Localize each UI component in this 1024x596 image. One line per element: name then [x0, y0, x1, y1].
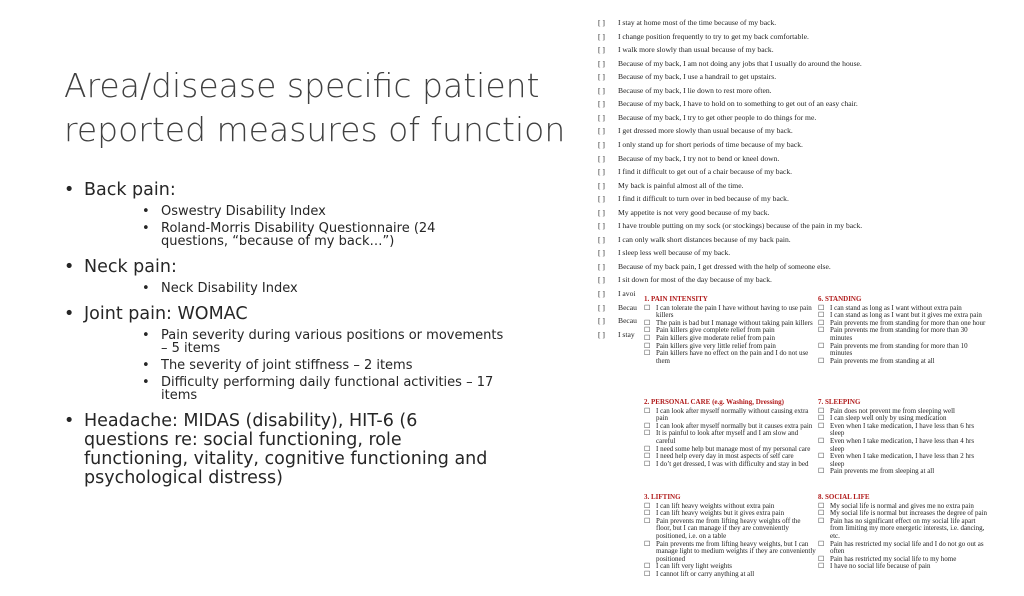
ndi-option: ☐ I can sleep well only by using medication	[818, 415, 990, 423]
roland-morris-item	[598, 59, 862, 68]
ndi-option: ☐ Pain killers give complete relief from pain	[644, 327, 816, 335]
checkbox-icon: [ ]	[598, 139, 605, 149]
ndi-option: ☐ Pain prevents me from standing at all	[818, 358, 990, 366]
roland-morris-item-text: I walk more slowly than usual because of my back.	[618, 45, 774, 55]
sub-bullets-neck-pain	[64, 282, 504, 295]
roland-morris-item	[598, 262, 831, 271]
ndi-option: ☐ Pain has restricted my social life and I do not go out as often	[818, 541, 990, 556]
roland-morris-item	[598, 289, 636, 298]
roland-morris-item	[598, 221, 862, 230]
checkbox-icon: [ ]	[598, 329, 605, 339]
ndi-option: ☐ Even when I take medication, I have less than 6 hrs sleep	[818, 423, 990, 438]
checkbox-icon: [ ]	[598, 180, 605, 190]
checkbox-icon: [ ]	[598, 275, 605, 285]
ndi-section-personal-care	[644, 399, 816, 468]
ndi-section-standing	[818, 296, 990, 365]
slide-title: Area/disease specific patient reported measures of function	[64, 66, 566, 149]
ndi-section-social-life	[818, 494, 990, 571]
roland-morris-item-text: I only stand up for short periods of time because of my back.	[618, 139, 803, 149]
ndi-option: ☐ Even when I take medication, I have less than 2 hrs sleep	[818, 453, 990, 468]
roland-morris-item-text: I find it difficult to turn over in bed because of my back.	[618, 194, 789, 204]
ndi-option: ☐ I can lift heavy weights without extra pain	[644, 503, 816, 511]
roland-morris-item-text: I change position frequently to try to get my back comfortable.	[618, 31, 809, 41]
ndi-section-title: 2. PERSONAL CARE (e.g. Washing, Dressing)	[644, 398, 784, 406]
roland-morris-item	[598, 99, 858, 108]
sub-bullet: • Oswestry Disability Index	[64, 205, 504, 218]
checkbox-icon: [ ]	[598, 302, 605, 312]
roland-morris-item-text: Because of my back, I have to hold on to something to get out of an easy chair.	[618, 99, 858, 109]
roland-morris-item-text: Because of my back, I try to get other people to do things for me.	[618, 112, 817, 122]
ndi-option: ☐ It is painful to look after myself and I am slow and careful	[644, 430, 816, 445]
neck-disability-index-form	[644, 296, 1014, 596]
bullet-back-pain: • Back pain:	[64, 181, 504, 200]
checkbox-icon: [ ]	[598, 31, 605, 41]
roland-morris-item-text: I stay	[618, 329, 635, 339]
checkbox-icon: [ ]	[598, 221, 605, 231]
ndi-section-title: 8. SOCIAL LIFE	[818, 493, 870, 501]
checkbox-icon: [ ]	[598, 289, 605, 298]
roland-morris-item-text: I stay at home most of the time because of my back.	[618, 18, 777, 27]
ndi-section-sleeping	[818, 399, 990, 476]
ndi-option: ☐ I can look after myself normally without causing extra pain	[644, 408, 816, 423]
ndi-option: ☐ Pain prevents me from standing for more than 30 minutes	[818, 327, 990, 342]
checkbox-icon: [ ]	[598, 72, 605, 82]
checkbox-icon: [ ]	[598, 194, 605, 204]
bullet-neck-pain: • Neck pain:	[64, 258, 504, 277]
questionnaire-scan	[598, 16, 1018, 576]
ndi-section-title: 3. LIFTING	[644, 493, 681, 501]
ndi-option: ☐ I can stand as long as I want without extra pain	[818, 305, 990, 313]
ndi-section-title: 6. STANDING	[818, 295, 862, 303]
ndi-section-pain-intensity	[644, 296, 816, 365]
ndi-option: ☐ My social life is normal and gives me no extra pain	[818, 503, 990, 511]
roland-morris-item	[598, 181, 743, 190]
checkbox-icon: [ ]	[598, 18, 605, 27]
roland-morris-item	[598, 72, 776, 81]
roland-morris-item-text: Because of my back pain, I get dressed with the help of someone else.	[618, 261, 831, 271]
bullet-headache: • Headache: MIDAS (disability), HIT-6 (6 questions re: social functioning, role functioning, vitality, cognitive functioning and psychological distress)	[64, 412, 504, 488]
roland-morris-item-text: I avoi	[618, 289, 636, 298]
sub-bullet: • Neck Disability Index	[64, 282, 504, 295]
roland-morris-item	[598, 167, 792, 176]
roland-morris-item	[598, 330, 635, 339]
ndi-option: ☐ Pain has restricted my social life to my home	[818, 556, 990, 564]
sub-bullet: • Roland-Morris Disability Questionnaire (24 questions, “because of my back…”)	[64, 222, 504, 248]
roland-morris-item	[598, 45, 774, 54]
roland-morris-item-text: Becau	[618, 316, 637, 326]
roland-morris-item	[598, 208, 769, 217]
ndi-option: ☐ Pain has no significant effect on my social life apart from limiting my more energetic interests, i.e. dancing, etc.	[818, 518, 990, 541]
checkbox-icon: [ ]	[598, 248, 605, 258]
roland-morris-item-text: I can only walk short distances because of my back pain.	[618, 234, 791, 244]
sub-bullets-back-pain	[64, 205, 504, 248]
roland-morris-item	[598, 86, 772, 95]
bullet-joint-pain: • Joint pain: WOMAC	[64, 305, 504, 324]
ndi-option: ☐ I cannot lift or carry anything at all	[644, 571, 816, 579]
roland-morris-item-text: Because of my back, I use a handrail to get upstairs.	[618, 72, 777, 82]
checkbox-icon: [ ]	[598, 58, 605, 68]
roland-morris-item-text: I have trouble putting on my sock (or stockings) because of the pain in my back.	[618, 221, 863, 231]
ndi-option: ☐ Pain does not prevent me from sleeping well	[818, 408, 990, 416]
roland-morris-item-text: My back is painful almost all of the time.	[618, 180, 744, 190]
roland-morris-item-text: I sit down for most of the day because of my back.	[618, 275, 772, 285]
ndi-section-title: 1. PAIN INTENSITY	[644, 295, 708, 303]
ndi-option: ☐ Pain prevents me from standing for more than 10 minutes	[818, 343, 990, 358]
roland-morris-item	[598, 140, 803, 149]
checkbox-icon: [ ]	[598, 167, 605, 177]
roland-morris-item-text: Becau	[618, 302, 637, 312]
checkbox-icon: [ ]	[598, 261, 605, 271]
ndi-option: ☐ I can stand as long as I want but it gives me extra pain	[818, 312, 990, 320]
checkbox-icon: [ ]	[598, 316, 605, 326]
checkbox-icon: [ ]	[598, 112, 605, 122]
ndi-option: ☐ Even when I take medication, I have less than 4 hrs sleep	[818, 438, 990, 453]
roland-morris-item-text: I get dressed more slowly than usual because of my back.	[618, 126, 793, 136]
ndi-option: ☐ I can tolerate the pain I have without having to use pain killers	[644, 305, 816, 320]
checkbox-icon: [ ]	[598, 207, 605, 217]
roland-morris-item	[598, 235, 791, 244]
roland-morris-item-text: Because of my back, I lie down to rest more often.	[618, 85, 772, 95]
ndi-option: ☐ I have no social life because of pain	[818, 563, 990, 571]
roland-morris-item	[598, 154, 779, 163]
sub-bullets-joint-pain	[64, 329, 504, 402]
roland-morris-item-text: My appetite is not very good because of my back.	[618, 207, 770, 217]
checkbox-icon: [ ]	[598, 153, 605, 163]
roland-morris-item-text: I find it difficult to get out of a chair because of my back.	[618, 167, 793, 177]
ndi-option: ☐ Pain prevents me from lifting heavy weights, but I can manage light to medium weights if they are conveniently positioned	[644, 541, 816, 564]
roland-morris-item	[598, 275, 772, 284]
sub-bullet: • The severity of joint stiffness – 2 items	[64, 359, 504, 372]
ndi-option: ☐ I do’t get dressed, I was with difficulty and stay in bed	[644, 461, 816, 469]
ndi-section-lifting	[644, 494, 816, 579]
checkbox-icon: [ ]	[598, 45, 605, 55]
roland-morris-item	[598, 194, 789, 203]
roland-morris-item	[598, 18, 776, 27]
ndi-option: ☐ I need help every day in most aspects of self care	[644, 453, 816, 461]
checkbox-icon: [ ]	[598, 99, 605, 109]
roland-morris-item	[598, 32, 809, 41]
ndi-option: ☐ My social life is normal but increases the degree of pain	[818, 510, 990, 518]
ndi-option: ☐ Pain killers give very little relief from pain	[644, 343, 816, 351]
ndi-option: ☐ Pain prevents me from sleeping at all	[818, 468, 990, 476]
sub-bullet: • Difficulty performing daily functional activities – 17 items	[64, 376, 504, 402]
checkbox-icon: [ ]	[598, 126, 605, 136]
ndi-section-title: 7. SLEEPING	[818, 398, 861, 406]
roland-morris-item-text: Because of my back, I try not to bend or kneel down.	[618, 153, 780, 163]
roland-morris-item	[598, 248, 730, 257]
ndi-option: ☐ The pain is bad but I manage without taking pain killers	[644, 320, 816, 328]
ndi-option: ☐ Pain prevents me from lifting heavy weights off the floor, but I can manage if they are conveniently positioned, i.e. on a table	[644, 518, 816, 541]
ndi-option: ☐ I need some help but manage most of my personal care	[644, 446, 816, 454]
bullet-list	[64, 181, 504, 493]
roland-morris-item-text: Because of my back, I am not doing any jobs that I usually do around the house.	[618, 58, 862, 68]
roland-morris-item	[598, 303, 637, 312]
roland-morris-item	[598, 316, 637, 325]
checkbox-icon: [ ]	[598, 85, 605, 95]
checkbox-icon: [ ]	[598, 234, 605, 244]
ndi-option: ☐ I can lift heavy weights but it gives extra pain	[644, 510, 816, 518]
sub-bullet: • Pain severity during various positions or movements – 5 items	[64, 329, 504, 355]
ndi-option: ☐ Pain killers give moderate relief from pain	[644, 335, 816, 343]
ndi-option: ☐ I can look after myself normally but it causes extra pain	[644, 423, 816, 431]
ndi-option: ☐ Pain prevents me from standing for more than one hour	[818, 320, 990, 328]
ndi-option: ☐ Pain killers have no effect on the pain and I do not use them	[644, 350, 816, 365]
ndi-option: ☐ I can lift very light weights	[644, 563, 816, 571]
roland-morris-item	[598, 126, 793, 135]
roland-morris-item-text: I sleep less well because of my back.	[618, 248, 731, 258]
roland-morris-item	[598, 113, 816, 122]
